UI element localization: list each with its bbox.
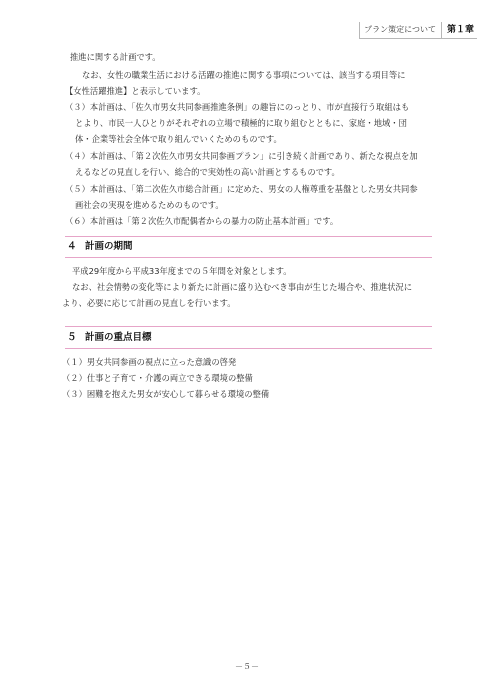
body-line: 体・企業等社会全体で取り組んでいくためのものです。 xyxy=(75,134,282,144)
body-line: なお、女性の職業生活における活躍の推進に関する事項については、該当する項目等に xyxy=(82,70,406,80)
body-line: とより、市民一人ひとりがそれぞれの立場で積極的に取り組むとともに、家庭・地域・団 xyxy=(75,118,407,128)
header-chapter-label: 第１章 xyxy=(446,25,474,35)
body-line: 推進に関する計画です。 xyxy=(70,52,161,62)
section-4-line: 平成29年度から平成33年度までの５年間を対象とします。 xyxy=(72,266,292,276)
body-line: 画社会の実現を進めるためのものです。 xyxy=(75,200,224,210)
body-line: 【女性活躍推進】と表示しています。 xyxy=(65,86,206,96)
section-5-heading xyxy=(67,332,152,344)
header-section-label: プラン策定について xyxy=(360,22,442,38)
list-item-5: （５）本計画は、「第二次佐久市総合計画」に定めた、男女の人権尊重を基盤とした男女共同参 xyxy=(65,184,418,194)
list-item-4: （４）本計画は、「第２次佐久市男女共同参画プラン」に引き続く計画であり、新たな視点を加 xyxy=(65,151,418,161)
page-number: －５－ xyxy=(235,662,259,671)
section-4-number: ４ xyxy=(67,241,77,252)
section-4-top-rule xyxy=(65,236,432,237)
body-line: えるなどの見直しを行い、総合的で実効性の高い計画とするものです。 xyxy=(75,167,340,177)
section-4-title: 計画の期間 xyxy=(85,241,133,252)
section-5-top-rule xyxy=(65,326,432,327)
list-item-3: （３）本計画は、「佐久市男女共同参画推進条例」の趣旨にのっとり、市が直接行う取組はも xyxy=(65,102,410,112)
section-5-number: ５ xyxy=(67,332,77,343)
goal-item-1: （１）男女共同参画の視点に立った意識の啓発 xyxy=(62,357,237,367)
section-5-bottom-rule xyxy=(65,348,432,349)
section-4-bottom-rule xyxy=(65,257,432,258)
section-5-title: 計画の重点目標 xyxy=(85,332,152,343)
list-item-6: （６）本計画は「第２次佐久市配偶者からの暴力の防止基本計画」です。 xyxy=(65,216,339,226)
goal-item-2: （２）仕事と子育て・介護の両立できる環境の整備 xyxy=(62,373,253,383)
chapter-header-tab xyxy=(359,22,477,39)
section-4-line: より、必要に応じて計画の見直しを行います。 xyxy=(62,298,236,308)
goal-item-3: （３）困難を抱えた男女が安心して暮らせる環境の整備 xyxy=(62,389,270,399)
section-4-heading xyxy=(67,241,133,253)
section-4-line: なお、社会情勢の変化等により新たに計画に盛り込むべき事由が生じた場合や、推進状況に xyxy=(72,282,413,292)
